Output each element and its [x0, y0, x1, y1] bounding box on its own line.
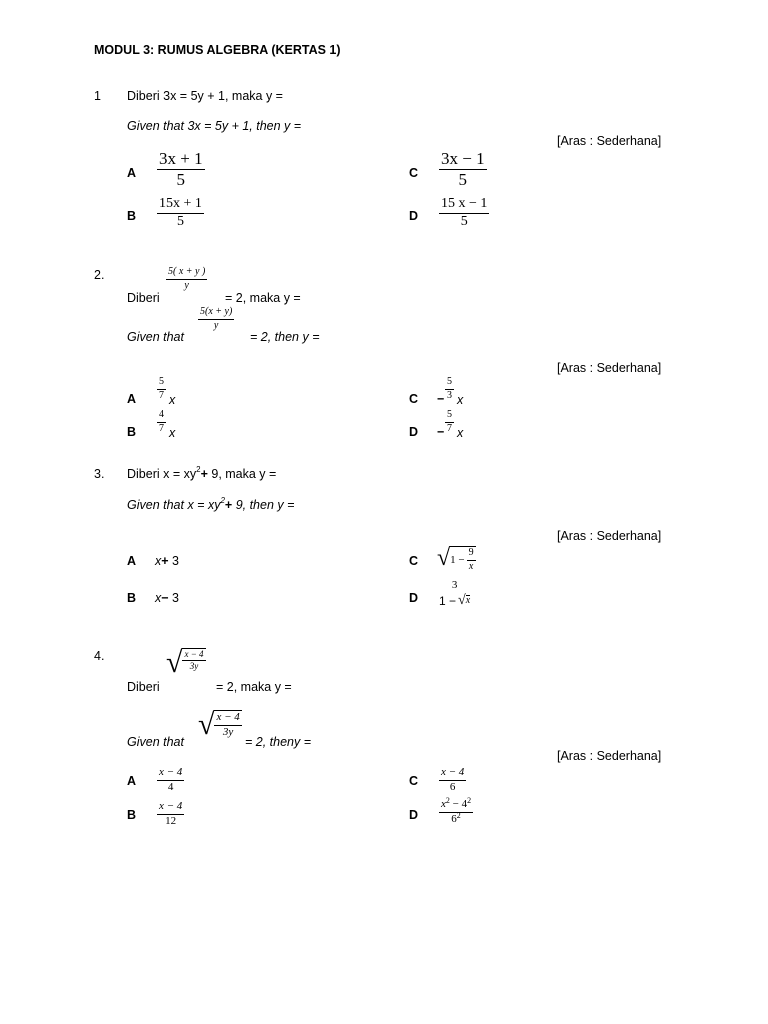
q3-option-b-letter: B	[127, 591, 137, 605]
square-root-icon: √	[458, 592, 466, 608]
q2-given-expression	[166, 267, 207, 291]
q4-option-a-letter: A	[127, 774, 137, 788]
q1-number: 1	[94, 89, 101, 103]
square-root-icon: √	[198, 708, 215, 741]
q4-option-b-fraction	[157, 801, 184, 827]
q3-option-c-radicand	[450, 546, 475, 572]
q3-option-c-numerator: 9	[468, 547, 474, 558]
q1-option-c-letter: C	[409, 166, 419, 180]
q4-expr-denominator-english: 3y	[222, 725, 234, 738]
q3-option-c-letter: C	[409, 554, 419, 568]
q3-option-a-constant: 3	[168, 554, 179, 568]
q2-expr-numerator: 5( x + y )	[168, 266, 206, 277]
q3-option-d-one-minus: 1 −	[439, 593, 457, 608]
q4-option-a-denominator: 4	[167, 780, 174, 793]
q2-number: 2.	[94, 268, 105, 282]
q4-level-label: [Aras : Sederhana]	[557, 749, 662, 763]
q4-suffix-english: = 2, theny =	[245, 735, 312, 749]
q2-option-c-fraction	[445, 377, 454, 401]
q3-malay-after: 9, maka y =	[207, 467, 277, 481]
q3-option-a-operator: +	[161, 554, 169, 568]
square-root-icon: √	[437, 545, 451, 571]
q4-expr-numerator: x − 4	[184, 649, 204, 659]
q3-option-d-numerator: 3	[451, 579, 458, 591]
q2-expr-denominator: y	[184, 279, 189, 291]
q2-option-a-denominator: 7	[159, 389, 164, 401]
q3-option-b-expression	[155, 591, 179, 605]
q3-malay-plus: +	[200, 467, 208, 481]
q4-option-d-numerator	[439, 796, 473, 811]
q1-option-a-letter: A	[127, 166, 137, 180]
q2-option-d-variable: x	[457, 426, 464, 440]
q4-given-root-malay	[166, 648, 206, 678]
q2-option-a-letter: A	[127, 392, 137, 406]
q2-option-a-numerator: 5	[159, 376, 164, 387]
q4-option-b-numerator: x − 4	[159, 800, 183, 812]
q2-option-d-letter: D	[409, 425, 419, 439]
square-root-icon: √	[166, 646, 183, 679]
q2-prefix-english: Given that	[127, 330, 184, 344]
q2-option-b-letter: B	[127, 425, 137, 439]
q3-text-english	[127, 498, 294, 512]
q3-option-a-expression	[155, 554, 179, 568]
q4-radicand-malay	[182, 648, 205, 678]
q2-option-c-denominator: 3	[447, 389, 452, 401]
q2-option-a-variable: x	[169, 393, 176, 407]
q1-option-c-denominator: 5	[458, 169, 468, 189]
q2-suffix-malay: = 2, maka y =	[225, 291, 301, 305]
q4-option-a-fraction	[157, 767, 184, 793]
q3-number: 3.	[94, 467, 105, 481]
q4-option-a-numerator: x − 4	[159, 766, 183, 778]
q2-option-d-numerator: 5	[447, 409, 452, 420]
q4-option-d-num-minus-four: − 4	[449, 798, 468, 810]
q2-suffix-english: = 2, then y =	[250, 330, 320, 344]
q2-option-b-variable: x	[169, 426, 176, 440]
q1-option-b-letter: B	[127, 209, 137, 223]
q2-option-b-denominator: 7	[159, 422, 164, 434]
q2-option-b-numerator: 4	[159, 409, 164, 420]
q4-option-d-fraction	[439, 796, 473, 825]
q2-option-b-fraction	[157, 410, 166, 434]
q1-option-c-fraction	[439, 150, 487, 189]
q3-option-d-letter: D	[409, 591, 419, 605]
q3-english-exponent: 2	[220, 496, 225, 505]
q1-option-d-letter: D	[409, 209, 419, 223]
q4-expr-fraction-malay	[182, 650, 205, 678]
q4-option-c-fraction	[439, 767, 466, 793]
q2-option-d-fraction	[445, 410, 454, 434]
q2-expr-numerator-english: 5(x + y)	[200, 306, 233, 317]
q1-option-a-numerator: 3x + 1	[159, 149, 203, 168]
page-title: MODUL 3: RUMUS ALGEBRA (KERTAS 1)	[94, 43, 341, 57]
q1-option-b-fraction	[157, 197, 204, 229]
q3-option-b-variable: x	[155, 591, 162, 605]
q4-option-d-denominator	[449, 810, 463, 826]
q3-text-malay	[127, 467, 276, 481]
q3-english-after: 9, then y =	[232, 498, 295, 512]
q2-option-c-variable: x	[457, 393, 464, 407]
q2-option-a-fraction	[157, 377, 166, 401]
q1-option-d-denominator: 5	[460, 213, 468, 229]
q1-option-c-numerator: 3x − 1	[441, 149, 485, 168]
q4-prefix-english: Given that	[127, 735, 184, 749]
q2-prefix-malay: Diberi	[127, 291, 160, 305]
q3-option-c-root	[437, 546, 476, 572]
q3-option-b-operator: −	[161, 591, 169, 605]
q2-option-c-numerator: 5	[447, 376, 452, 387]
q3-option-d-fraction	[437, 580, 472, 608]
q1-option-b-numerator: 15x + 1	[159, 196, 202, 211]
q4-option-d-den-exponent: 2	[456, 810, 461, 820]
q1-level-label: [Aras : Sederhana]	[557, 134, 662, 148]
q2-option-d-sign: −	[437, 425, 445, 439]
q2-option-c-letter: C	[409, 392, 419, 406]
q2-expr-denominator-english: y	[213, 319, 219, 331]
q4-expr-fraction-english	[214, 712, 241, 740]
q2-option-d-denominator: 7	[447, 422, 452, 434]
q3-malay-exponent: 2	[196, 465, 201, 474]
q1-option-d-fraction	[439, 197, 489, 229]
q3-option-c-fraction	[467, 548, 476, 572]
q3-option-b-constant: 3	[168, 591, 179, 605]
q3-option-a-variable: x	[155, 554, 162, 568]
q1-text-malay: Diberi 3x = 5y + 1, maka y =	[127, 89, 283, 103]
q4-number: 4.	[94, 649, 105, 663]
q4-option-d-den-base: 6	[451, 812, 457, 825]
q3-english-before: Given that x = xy	[127, 498, 221, 512]
q4-option-c-denominator: 6	[449, 780, 456, 793]
q4-expr-denominator: 3y	[189, 661, 199, 672]
q3-option-d-root-variable: x	[465, 595, 471, 607]
q4-option-d-num-exponent-a: 2	[445, 796, 450, 805]
q3-malay-before: Diberi x = xy	[127, 467, 197, 481]
q4-suffix-malay: = 2, maka y =	[216, 680, 292, 694]
q4-option-d-num-exponent-b: 2	[467, 796, 472, 805]
q2-option-c-sign: −	[437, 392, 445, 406]
q3-level-label: [Aras : Sederhana]	[557, 529, 662, 543]
q4-given-root-english	[198, 710, 242, 740]
q4-prefix-malay: Diberi	[127, 680, 160, 694]
q1-text-english: Given that 3x = 5y + 1, then y =	[127, 119, 302, 133]
q2-given-expression-english	[198, 307, 234, 331]
q3-option-a-letter: A	[127, 554, 137, 568]
q4-option-c-numerator: x − 4	[441, 766, 465, 778]
q4-option-c-letter: C	[409, 774, 419, 788]
q4-option-d-num-variable: x	[441, 798, 446, 810]
q1-option-a-denominator: 5	[176, 169, 186, 189]
q3-option-c-denominator: x	[468, 560, 474, 572]
q4-option-b-letter: B	[127, 808, 137, 822]
q4-option-d-letter: D	[409, 808, 419, 822]
q2-level-label: [Aras : Sederhana]	[557, 361, 662, 375]
q4-radicand-english	[214, 710, 241, 740]
q4-expr-numerator-english: x − 4	[216, 711, 240, 723]
q1-option-a-fraction	[157, 150, 205, 189]
q1-option-b-denominator: 5	[176, 213, 184, 229]
q3-option-c-one-minus: 1 −	[450, 554, 465, 566]
q3-english-plus: +	[224, 498, 233, 512]
q4-option-b-denominator: 12	[165, 814, 177, 827]
q1-option-d-numerator: 15 x − 1	[441, 196, 488, 211]
